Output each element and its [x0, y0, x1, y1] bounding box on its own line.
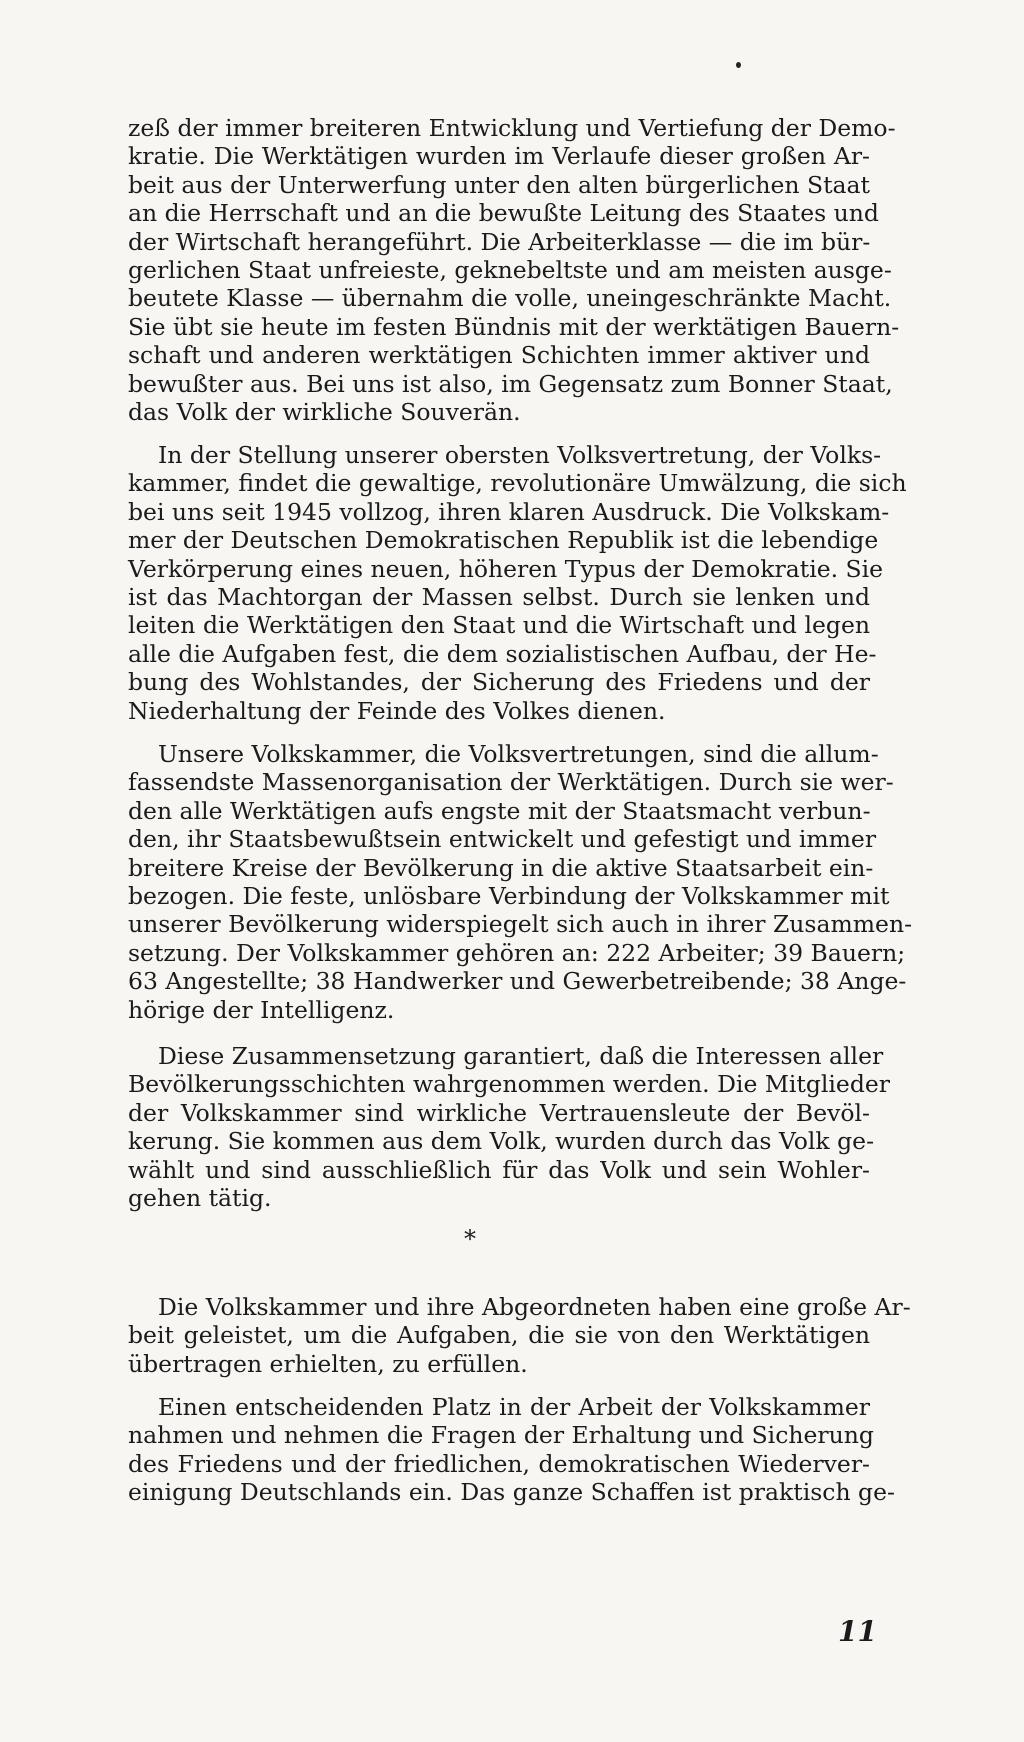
text-line: beit geleistet, um die Aufgaben, die sie von den Werktätigen: [128, 1321, 870, 1350]
text-line: wählt und sind ausschließlich für das Volk und sein Wohler-: [128, 1155, 870, 1184]
text-line: Einen entscheidenden Platz in der Arbeit der Volkskammer: [158, 1393, 870, 1421]
paragraph-5: [128, 1293, 911, 1378]
text-line: der Wirtschaft herangeführt. Die Arbeiterklasse — die im bür-: [128, 227, 871, 256]
text-line: zeß der immer breiteren Entwicklung und Vertiefung der Demo-: [128, 114, 896, 142]
text-line: schaft und anderen werktätigen Schichten immer aktiver und: [128, 341, 870, 370]
text-line: mer der Deutschen Demokratischen Republik ist die lebendige: [128, 526, 879, 555]
text-line: Bevölkerungsschichten wahrgenommen werden. Die Mitglieder: [128, 1070, 891, 1099]
text-line: beutete Klasse — übernahm die volle, uneingeschränkte Macht.: [128, 284, 892, 313]
text-line: bezogen. Die feste, unlösbare Verbindung der Volkskammer mit: [128, 881, 890, 910]
text-line: breitere Kreise der Bevölkerung in die aktive Staatsarbeit ein-: [128, 853, 874, 882]
text-line: gehen tätig.: [128, 1183, 272, 1212]
text-line: Niederhaltung der Feinde des Volkes dienen.: [128, 696, 666, 725]
text-line: 63 Angestellte; 38 Handwerker und Gewerbetreibende; 38 Ange-: [128, 967, 907, 996]
text-line: einigung Deutschlands ein. Das ganze Schaffen ist praktisch ge-: [128, 1478, 895, 1507]
text-line: der Volkskammer sind wirkliche Vertrauensleute der Bevöl-: [128, 1098, 870, 1127]
text-line: fassendste Massenorganisation der Werktätigen. Durch sie wer-: [128, 768, 894, 797]
text-line: bei uns seit 1945 vollzog, ihren klaren Ausdruck. Die Volkskam-: [128, 497, 890, 526]
text-line: übertragen erhielten, zu erfüllen.: [128, 1349, 528, 1378]
print-speck: [736, 62, 741, 68]
text-line: unserer Bevölkerung widerspiegelt sich auch in ihrer Zusammen-: [128, 910, 913, 939]
text-line: Verkörperung eines neuen, höheren Typus der Demokratie. Sie: [128, 554, 884, 583]
text-line: den, ihr Staatsbewußtsein entwickelt und gefestigt und immer: [128, 825, 877, 854]
text-line: In der Stellung unserer obersten Volksvertretung, der Volks-: [158, 441, 882, 469]
text-line: kerung. Sie kommen aus dem Volk, wurden durch das Volk ge-: [128, 1127, 875, 1156]
page-number: 11: [838, 1615, 877, 1648]
text-line: kratie. Die Werktätigen wurden im Verlaufe dieser großen Ar-: [128, 142, 870, 171]
text-line: Diese Zusammensetzung garantiert, daß die Interessen aller: [158, 1042, 884, 1070]
text-line: setzung. Der Volkskammer gehören an: 222 Arbeiter; 39 Bauern;: [128, 938, 906, 967]
section-separator: *: [464, 1225, 476, 1253]
paragraph-3: [128, 740, 913, 1024]
paragraph-4: [128, 1042, 891, 1212]
text-line: ist das Machtorgan der Massen selbst. Durch sie lenken und: [128, 582, 870, 611]
text-line: gerlichen Staat unfreieste, geknebeltste und am meisten ausge-: [128, 255, 892, 284]
text-line: bewußter aus. Bei uns ist also, im Gegensatz zum Bonner Staat,: [128, 369, 893, 398]
text-line: beit aus der Unterwerfung unter den alten bürgerlichen Staat: [128, 170, 870, 199]
text-line: kammer, findet die gewaltige, revolutionäre Umwälzung, die sich: [128, 469, 907, 498]
text-line: leiten die Werktätigen den Staat und die Wirtschaft und legen: [128, 611, 870, 640]
text-line: nahmen und nehmen die Fragen der Erhaltung und Sicherung: [128, 1421, 874, 1450]
text-line: Die Volkskammer und ihre Abgeordneten haben eine große Ar-: [158, 1293, 911, 1321]
text-line: des Friedens und der friedlichen, demokratischen Wiederver-: [128, 1449, 870, 1478]
text-line: das Volk der wirkliche Souverän.: [128, 397, 521, 426]
text-line: den alle Werktätigen aufs engste mit der Staatsmacht verbun-: [128, 796, 871, 825]
paragraph-2: [128, 441, 907, 725]
paragraph-6: [128, 1393, 895, 1507]
text-line: an die Herrschaft und an die bewußte Leitung des Staates und: [128, 199, 879, 228]
text-line: alle die Aufgaben fest, die dem sozialistischen Aufbau, der He-: [128, 639, 877, 668]
text-line: Sie übt sie heute im festen Bündnis mit der werktätigen Bauern-: [128, 312, 900, 341]
paragraph-1: [128, 114, 900, 426]
text-line: bung des Wohlstandes, der Sicherung des Friedens und der: [128, 668, 870, 697]
text-line: hörige der Intelligenz.: [128, 995, 395, 1024]
text-line: Unsere Volkskammer, die Volksvertretungen, sind die allum-: [158, 740, 879, 768]
